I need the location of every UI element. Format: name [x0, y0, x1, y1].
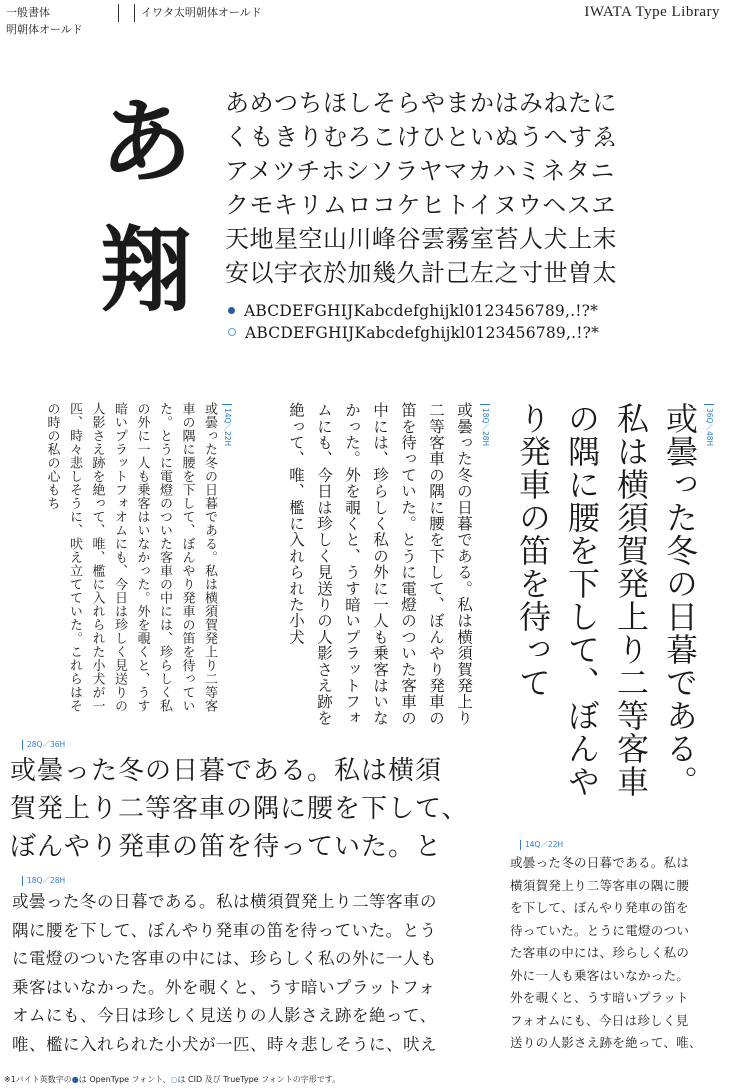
text-line: 或曇った冬の日暮である。私は横須賀発上り二等客車の	[12, 892, 437, 911]
footnote-mid-2: は CID 及び TrueType フォントの字形です。	[177, 1075, 341, 1084]
text-line: 唯、檻に入れられた小犬が一匹、時々悲しそうに、吠え	[12, 1034, 437, 1054]
latin-sample-block	[228, 300, 599, 344]
category-label	[6, 4, 83, 38]
text-line: 横須賀発上り二等客車の隅に腰	[510, 877, 690, 893]
size-label-28q: 28Q／36H	[22, 740, 65, 750]
header-divider-2	[134, 4, 135, 22]
horizontal-text-14q	[510, 852, 732, 1062]
size-label-14q-horizontal: 14Q／22H	[520, 840, 563, 850]
text-line: オムにも、今日は珍しく見送りの人影さえ跡を絶って、	[12, 1006, 437, 1025]
opentype-dot-icon	[228, 307, 235, 314]
font-name: イワタ太明朝体オールド	[141, 6, 262, 19]
big-char-a: あ	[100, 88, 193, 196]
text-line: 外に一人も乗客はいなかった。	[510, 967, 690, 983]
sample-line: 安以宇衣於加幾久計己左之寸世曽太	[225, 259, 617, 287]
vertical-text-36q: 或曇った冬の日暮である。私は横須賀発上り二等客車の隅に腰を下して、ぼんやり発車の笛を待って	[514, 402, 699, 798]
brand-name: IWATA Type Library	[584, 4, 720, 20]
text-line: た客車の中には、珍らしく私の	[510, 945, 690, 960]
sample-line: 天地星空山川峰谷雲霧室苔人犬上末	[225, 225, 617, 253]
text-line: 送りの人影さえ跡を絶って、唯、	[510, 1035, 702, 1050]
text-line: 外を覗くと、うす暗いプラット	[510, 990, 689, 1005]
latin-cid-text: ABCDEFGHIJKabcdefghijkl0123456789,.!?*	[245, 324, 600, 342]
text-line: を下して、ぼんやり発車の笛を	[510, 900, 689, 915]
latin-cid-line	[228, 322, 599, 344]
text-line: 賀発上り二等客車の隅に腰を下して、	[10, 794, 469, 824]
text-line: ぼんやり発車の笛を待っていた。と	[10, 832, 443, 862]
text-line: 待っていた。とうに電燈のつい	[510, 922, 690, 938]
category-line-2: 明朝体オールド	[6, 23, 83, 36]
size-label-14q: 14Q／22H	[222, 404, 232, 446]
sample-line: アメツチホシソラヤマカハミネタニ	[225, 157, 615, 185]
latin-opentype-text: ABCDEFGHIJKabcdefghijkl0123456789,.!?*	[244, 302, 599, 320]
big-char-sho: 翔	[100, 216, 193, 324]
text-line: 隅に腰を下して、ぼんやり発車の笛を待っていた。とう	[12, 920, 437, 940]
text-line: に電燈のついた客車の中には、珍らしく私の外に一人も	[12, 949, 437, 968]
text-line: フォオムにも、今日は珍しく見	[510, 1012, 689, 1028]
size-label-18q: 18Q／28H	[480, 404, 490, 446]
vertical-text-18q: 或曇った冬の日暮である。私は横須賀発上り二等客車の隅に腰を下して、ぼんやり発車の笛を待っていた。とうに電燈のついた客車の中には、珍らしく私の外に一人も乗客はいなかった。外を覗くと、うす暗いプラットフォムにも、今日は珍しく見送りの人影さえ跡を絶って、唯、檻に入れられた小犬	[287, 402, 473, 726]
size-label-18q-horizontal: 18Q／28H	[22, 876, 65, 886]
header-divider-1	[118, 4, 119, 22]
latin-opentype-line	[228, 300, 599, 322]
category-line-1: 一般書体	[6, 6, 50, 19]
sample-line: クモキリムロコケヒトイヌウヘスヱ	[225, 191, 616, 219]
horizontal-text-28q	[10, 752, 500, 872]
footnote-prefix: ※1バイト英数字の	[4, 1075, 72, 1084]
sample-line: あめつちほしそらやまかはみねたに	[225, 89, 617, 117]
size-label-36q: 36Q／48H	[704, 404, 714, 446]
text-line: 或曇った冬の日暮である。私は横須	[10, 756, 443, 786]
footnote-mid-1: は OpenType フォント、	[78, 1075, 171, 1084]
cid-dot-icon	[228, 328, 236, 336]
hollow-dot-icon: ○	[170, 1075, 178, 1084]
text-line: 或曇った冬の日暮である。私は	[510, 855, 690, 870]
text-line: 乗客はいなかった。外を覗くと、うす暗いプラットフォ	[12, 977, 436, 997]
character-sample-block	[225, 86, 617, 290]
footnote	[4, 1074, 340, 1085]
sample-line: くもきりむろこけひといぬうへすゑ	[225, 123, 617, 151]
filled-dot-icon: ●	[71, 1075, 79, 1084]
horizontal-text-18q	[12, 888, 482, 1066]
vertical-text-14q: 或曇った冬の日暮である。私は横須賀発上り二等客車の隅に腰を下して、ぼんやり発車の笛を待っていた。とうに電燈のついた客車の中には、珍らしく私の外に一人も乗客はいなかった。外を覗くと、うす暗いプラットフォオムにも、今日は珍しく見送りの人影さえ跡を絶って、唯、檻に入れられた小犬が一匹、時々悲しそうに、吠え立てていた。これらはその時の私の心もち	[44, 402, 217, 713]
